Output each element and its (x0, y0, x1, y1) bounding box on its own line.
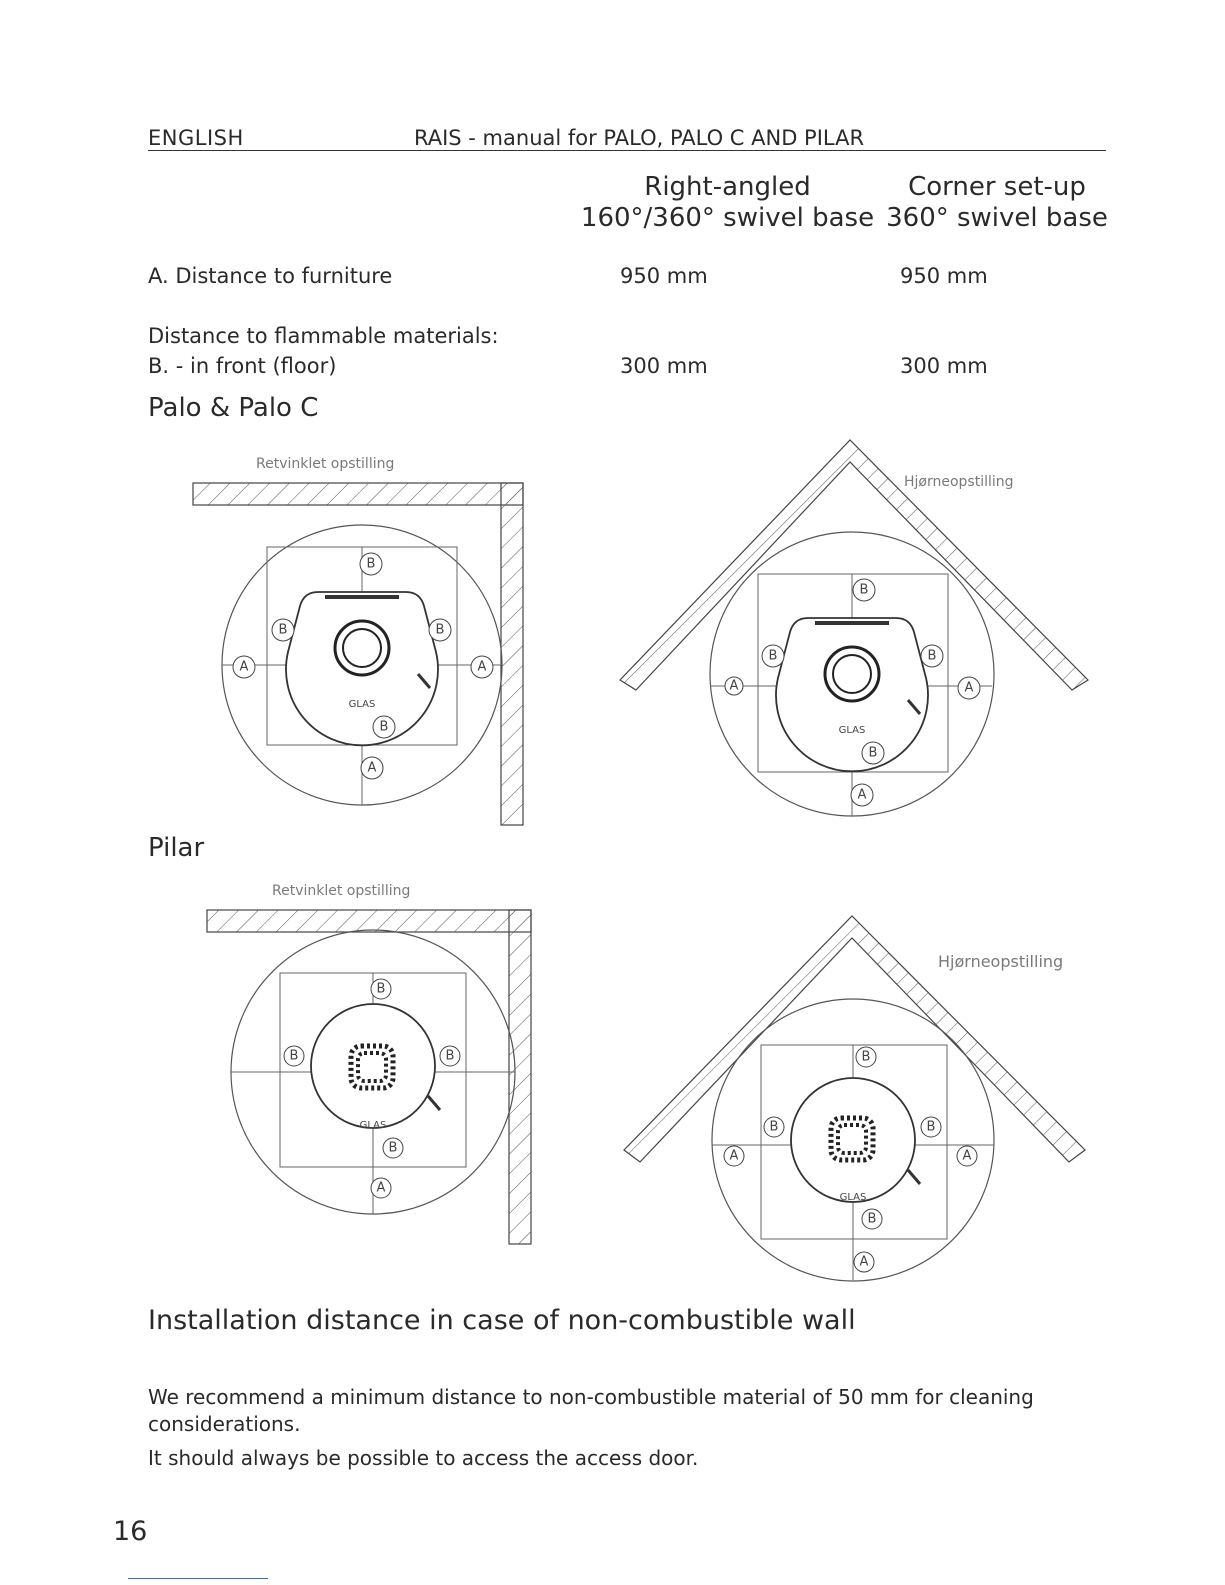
figure-label-right-angled: Retvinklet opstilling (272, 883, 411, 899)
install-paragraph-line: We recommend a minimum distance to non-combustible material of 50 mm for cleaning (148, 1385, 1034, 1409)
wall-top (193, 483, 523, 505)
section-title-palo: Palo & Palo C (148, 393, 319, 423)
section-title-pilar: Pilar (148, 833, 205, 863)
label-b: B (289, 1048, 299, 1064)
figure-label-right-angled: Retvinklet opstilling (256, 456, 395, 472)
wall-right (501, 483, 523, 825)
column-header-line2: 360° swivel base (886, 203, 1108, 233)
column-header-line2: 160°/360° swivel base (580, 203, 875, 233)
row-label-front: B. - in front (floor) (148, 354, 337, 378)
label-b: B (769, 1119, 779, 1135)
install-paragraph-access: It should always be possible to access the access door. (148, 1446, 699, 1470)
label-a: A (859, 1254, 869, 1270)
label-glass: GLAS (838, 725, 866, 736)
header-title: RAIS - manual for PALO, PALO C AND PILAR (414, 126, 865, 150)
label-b: B (445, 1048, 455, 1064)
install-heading: Installation distance in case of non-combustible wall (148, 1305, 856, 1336)
label-a: A (367, 760, 377, 776)
label-b: B (435, 622, 445, 638)
diagram-pilar-corner (624, 916, 1085, 1281)
value-front-corner: 300 mm (900, 354, 988, 378)
label-glass: GLAS (839, 1192, 867, 1203)
label-b: B (927, 648, 937, 664)
label-a: A (964, 680, 974, 696)
label-a: A (239, 659, 249, 675)
figure-label-corner: Hjørneopstilling (938, 952, 1064, 971)
label-b: B (926, 1119, 936, 1135)
label-b: B (868, 745, 878, 761)
label-b: B (379, 719, 389, 735)
label-glass: GLAS (348, 699, 376, 710)
label-a: A (857, 787, 867, 803)
label-b: B (388, 1140, 398, 1156)
row-heading-flammable: Distance to flammable materials: (148, 324, 499, 348)
label-b: B (376, 981, 386, 997)
label-b: B (859, 582, 869, 598)
header-language: ENGLISH (148, 126, 244, 150)
value-furniture-right-angled: 950 mm (620, 264, 708, 288)
label-a: A (477, 659, 487, 675)
label-glass: GLAS (359, 1120, 387, 1131)
label-a: A (376, 1180, 386, 1196)
label-a: A (729, 1148, 739, 1164)
diagram-pilar-right-angled (207, 883, 531, 1244)
row-label-furniture: A. Distance to furniture (148, 264, 393, 288)
install-paragraph-line: considerations. (148, 1412, 301, 1436)
wall-right (509, 910, 531, 1244)
figure-label-corner: Hjørneopstilling (904, 474, 1014, 490)
column-header-line1: Right-angled (644, 172, 811, 202)
diagram-palo-right-angled (193, 456, 523, 825)
value-furniture-corner: 950 mm (900, 264, 988, 288)
wall-top (207, 910, 531, 932)
label-b: B (861, 1049, 871, 1065)
footer-rule (128, 1578, 268, 1579)
label-a: A (962, 1148, 972, 1164)
diagram-palo-corner (620, 440, 1088, 816)
label-a: A (729, 678, 739, 694)
page-number: 16 (113, 1516, 148, 1547)
label-b: B (278, 622, 288, 638)
column-header-line1: Corner set-up (908, 172, 1086, 202)
label-b: B (768, 648, 778, 664)
label-b: B (366, 556, 376, 572)
label-b: B (867, 1211, 877, 1227)
value-front-right-angled: 300 mm (620, 354, 708, 378)
